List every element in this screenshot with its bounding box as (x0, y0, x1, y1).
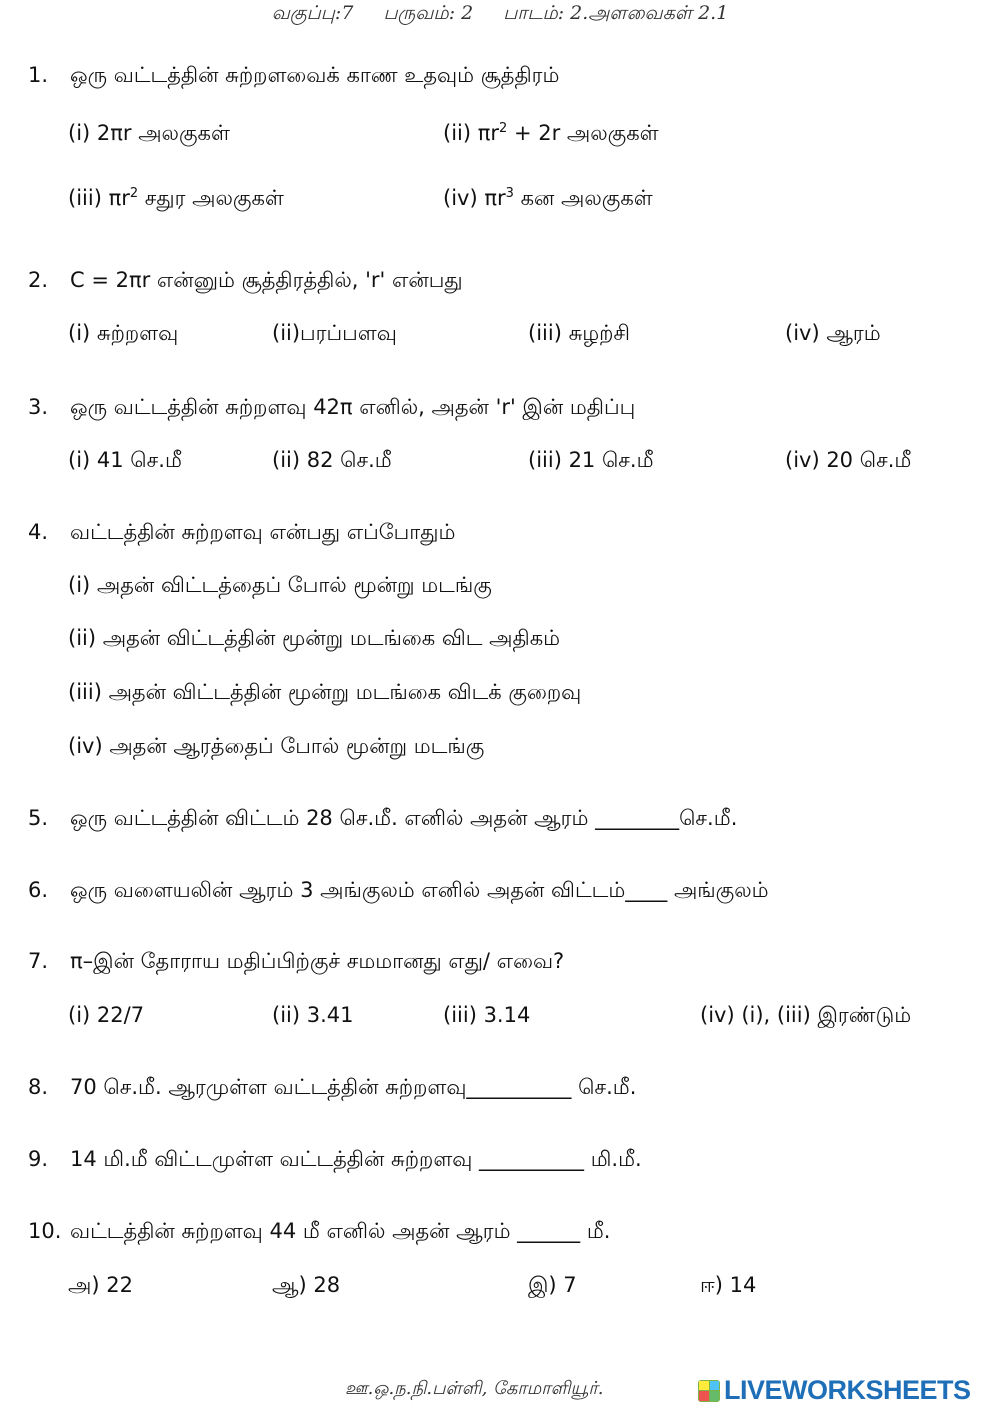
question-8: 8. 70 செ.மீ. ஆரமுள்ள வட்டத்தின் சுற்றளவு__________ செ.மீ. (28, 1075, 637, 1099)
q4-option-4[interactable]: (iv) அதன் ஆரத்தைப் போல் மூன்று மடங்கு (68, 734, 485, 758)
question-10: 10. வட்டத்தின் சுற்றளவு 44 மீ எனில் அதன் ஆரம் ______ மீ. (28, 1219, 611, 1243)
question-3-text: ஒரு வட்டத்தின் சுற்றளவு 42π எனில், அதன் 'r' இன் மதிப்பு (70, 395, 636, 419)
liveworksheets-brand (698, 1375, 971, 1406)
q10-option-4[interactable]: ஈ) 14 (700, 1273, 757, 1297)
question-1-text: ஒரு வட்டத்தின் சுற்றளவைக் காண உதவும் சூத்திரம் (70, 63, 560, 87)
q7-option-4[interactable]: (iv) (i), (iii) இரண்டும் (700, 1003, 912, 1027)
question-2-text: C = 2πr என்னும் சூத்திரத்தில், 'r' என்பது (70, 268, 463, 292)
question-2: 2. C = 2πr என்னும் சூத்திரத்தில், 'r' என்பது (28, 268, 463, 292)
q2-option-3[interactable]: (iii) சுழற்சி (528, 321, 630, 345)
q7-option-2[interactable]: (ii) 3.41 (272, 1003, 354, 1027)
header-lesson: பாடம்: 2.அளவைகள் 2.1 (503, 2, 729, 24)
question-9: 9. 14 மி.மீ விட்டமுள்ள வட்டத்தின் சுற்றளவு __________ மி.மீ. (28, 1147, 642, 1171)
q2-option-1[interactable]: (i) சுற்றளவு (68, 321, 179, 345)
question-7: 7. π–இன் தோராய மதிப்பிற்குச் சமமானது எது/ எவை? (28, 949, 565, 973)
q1-option-1[interactable]: (i) 2πr அலகுகள் (68, 121, 230, 145)
q1-option-2[interactable]: (ii) $\pi r^2 + 2r$ அலகுகள் (443, 121, 659, 145)
worksheet-header (0, 2, 1000, 27)
question-9-text[interactable]: 14 மி.மீ விட்டமுள்ள வட்டத்தின் சுற்றளவு __________ மி.மீ. (70, 1147, 642, 1171)
question-4: 4. வட்டத்தின் சுற்றளவு என்பது எப்போதும் (28, 520, 456, 544)
q4-option-3[interactable]: (iii) அதன் விட்டத்தின் மூன்று மடங்கை விடக் குறைவு (68, 680, 582, 704)
question-6-text[interactable]: ஒரு வளையலின் ஆரம் 3 அங்குலம் எனில் அதன் விட்டம்____ அங்குலம் (70, 878, 769, 902)
q2-option-2[interactable]: (ii)பரப்பளவு (272, 321, 397, 345)
q3-option-4[interactable]: (iv) 20 செ.மீ (785, 448, 912, 472)
q1-option-4[interactable]: (iv) $\pi r^3$ கன அலகுகள் (443, 186, 653, 210)
q7-option-1[interactable]: (i) 22/7 (68, 1003, 145, 1027)
question-3: 3. ஒரு வட்டத்தின் சுற்றளவு 42π எனில், அதன் 'r' இன் மதிப்பு (28, 395, 636, 419)
question-10-text[interactable]: வட்டத்தின் சுற்றளவு 44 மீ எனில் அதன் ஆரம் ______ மீ. (70, 1219, 611, 1243)
q10-option-2[interactable]: ஆ) 28 (272, 1273, 341, 1297)
question-7-text: π–இன் தோராய மதிப்பிற்குச் சமமானது எது/ எவை? (70, 949, 565, 973)
q7-option-3[interactable]: (iii) 3.14 (443, 1003, 531, 1027)
question-6: 6. ஒரு வளையலின் ஆரம் 3 அங்குலம் எனில் அதன் விட்டம்____ அங்குலம் (28, 878, 769, 902)
brand-text: LIVEWORKSHEETS (724, 1375, 971, 1405)
liveworksheets-logo-icon (698, 1380, 720, 1402)
header-term: பருவம்: 2 (383, 2, 474, 24)
q2-option-4[interactable]: (iv) ஆரம் (785, 321, 881, 345)
q4-option-2[interactable]: (ii) அதன் விட்டத்தின் மூன்று மடங்கை விட அதிகம் (68, 626, 561, 650)
q1-option-3[interactable]: (iii) $\pi r^2$ சதுர அலகுகள் (68, 186, 284, 210)
question-1: 1. ஒரு வட்டத்தின் சுற்றளவைக் காண உதவும் சூத்திரம் (28, 63, 560, 87)
q3-option-2[interactable]: (ii) 82 செ.மீ (272, 448, 392, 472)
q10-option-1[interactable]: அ) 22 (68, 1273, 133, 1297)
q3-option-3[interactable]: (iii) 21 செ.மீ (528, 448, 654, 472)
question-5: 5. ஒரு வட்டத்தின் விட்டம் 28 செ.மீ. எனில் அதன் ஆரம் ________செ.மீ. (28, 806, 738, 830)
header-class: வகுப்பு:7 (271, 2, 354, 24)
q3-option-1[interactable]: (i) 41 செ.மீ (68, 448, 182, 472)
question-8-text[interactable]: 70 செ.மீ. ஆரமுள்ள வட்டத்தின் சுற்றளவு__________ செ.மீ. (70, 1075, 637, 1099)
q10-option-3[interactable]: இ) 7 (528, 1273, 577, 1297)
question-4-text: வட்டத்தின் சுற்றளவு என்பது எப்போதும் (70, 520, 456, 544)
school-name: ஊ.ஒ.ந.நி.பள்ளி, கோமாளியூர். (345, 1378, 604, 1399)
question-5-text[interactable]: ஒரு வட்டத்தின் விட்டம் 28 செ.மீ. எனில் அதன் ஆரம் ________செ.மீ. (70, 806, 738, 830)
q4-option-1[interactable]: (i) அதன் விட்டத்தைப் போல் மூன்று மடங்கு (68, 573, 492, 597)
